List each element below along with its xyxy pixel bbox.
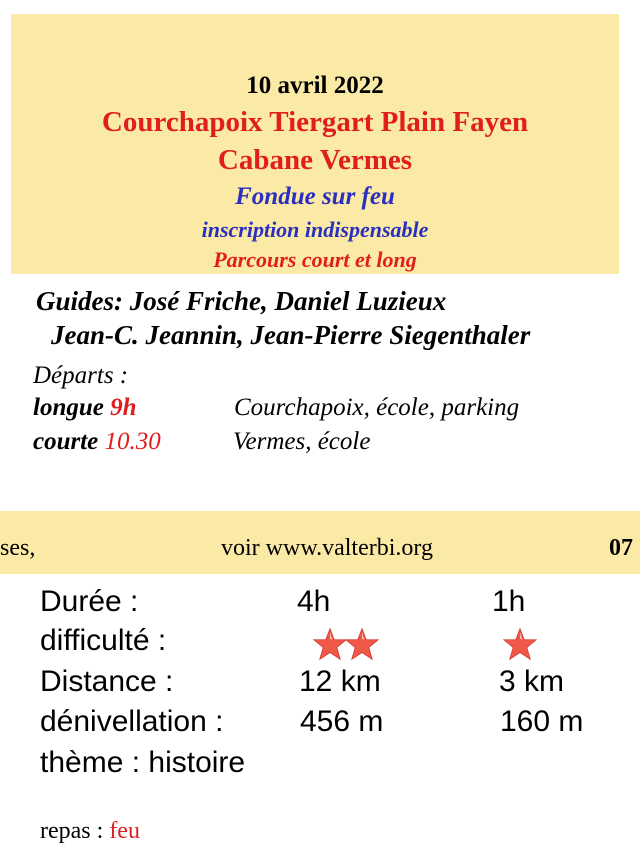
- elevation-label: dénivellation :: [40, 705, 224, 738]
- distance-label: Distance :: [40, 665, 174, 698]
- guides-line2: Jean-C. Jeannin, Jean-Pierre Siegenthaler: [51, 320, 531, 350]
- distance-long: 12 km: [299, 665, 381, 698]
- info-bar: [0, 511, 640, 574]
- distance-short: 3 km: [499, 665, 565, 698]
- duration-long: 4h: [297, 585, 331, 618]
- departure-long-row: [33, 394, 520, 422]
- guides-line1: Guides: José Friche, Daniel Luzieux: [36, 286, 447, 316]
- departure-long-time: 9h: [110, 394, 137, 421]
- difficulty-star-icon: [345, 627, 379, 661]
- info-bar-left-text: ses,: [0, 535, 36, 561]
- departure-short-row: [33, 428, 371, 456]
- duration-short: 1h: [492, 585, 526, 618]
- event-date: 10 avril 2022: [246, 72, 384, 99]
- elevation-short: 160 m: [500, 705, 584, 738]
- departures-title: Départs :: [33, 362, 129, 389]
- difficulty-label: difficulté :: [40, 624, 167, 657]
- event-banner: [11, 14, 619, 274]
- website-link[interactable]: voir www.valterbi.org: [221, 535, 433, 561]
- departure-short-time: 10.30: [104, 428, 161, 455]
- meal-line: [40, 818, 140, 845]
- departure-long-label: longue: [33, 394, 104, 421]
- event-title-line1: Courchapoix Tiergart Plain Fayen: [101, 106, 529, 138]
- meal-label: repas :: [40, 818, 110, 844]
- event-title-line2: Cabane Vermes: [217, 144, 413, 176]
- departure-short-label: courte: [33, 428, 99, 455]
- registration-note: inscription indispensable: [201, 217, 429, 242]
- difficulty-star-icon: [503, 627, 537, 661]
- theme-text: thème : histoire: [40, 746, 246, 779]
- departure-long-place: Courchapoix, école, parking: [234, 394, 520, 421]
- duration-label: Durée :: [40, 585, 139, 618]
- departure-short-place: Vermes, école: [233, 428, 371, 455]
- elevation-long: 456 m: [300, 705, 384, 738]
- difficulty-star-icon: [313, 627, 347, 661]
- info-bar-right-text: 07: [609, 535, 633, 561]
- meal-value: feu: [109, 818, 140, 844]
- route-note: Parcours court et long: [213, 247, 417, 272]
- event-subtitle: Fondue sur feu: [235, 183, 395, 210]
